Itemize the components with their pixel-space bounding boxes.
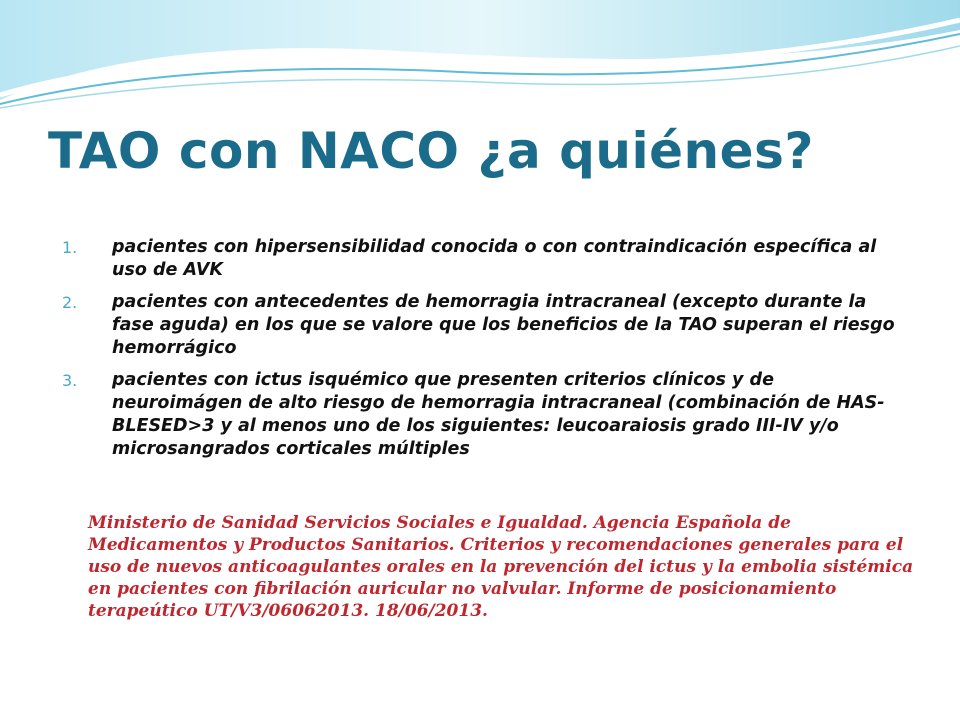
criteria-list	[60, 236, 910, 470]
reference-citation: Ministerio de Sanidad Servicios Sociales e Igualdad. Agencia Española de Medicamentos y Productos Sanitarios. Criterios y recomendaciones generales para el uso de nuevos anticoagulantes orales en la prevención del ictus y la embolia sistémica en pacientes con fibrilación auricular no valvular. Informe de posicionamiento terapeútico UT/V3/06062013. 18/06/2013.	[88, 513, 914, 621]
item-number: 2.	[62, 293, 78, 312]
list-item	[60, 291, 910, 360]
item-text: pacientes con antecedentes de hemorragia intracraneal (excepto durante la fase aguda) en los que se valore que los beneficios de la TAO superan el riesgo hemorrágico	[112, 292, 895, 358]
slide-title: TAO con NACO ¿a quiénes?	[48, 122, 814, 180]
item-text: pacientes con ictus isquémico que presenten criterios clínicos y de neuroimágen de alto riesgo de hemorragia intracraneal (combinación de HAS-BLESED>3 y al menos uno de los siguientes: leucoaraiosis grado III-IV y/o microsangrados corticales múltiples	[112, 370, 885, 459]
item-number: 1.	[62, 238, 78, 257]
list-item	[60, 236, 910, 282]
list-item	[60, 369, 910, 461]
item-number: 3.	[62, 371, 78, 390]
item-text: pacientes con hipersensibilidad conocida o con contraindicación específica al uso de AVK	[112, 237, 877, 280]
header-wave-decoration	[0, 0, 960, 110]
